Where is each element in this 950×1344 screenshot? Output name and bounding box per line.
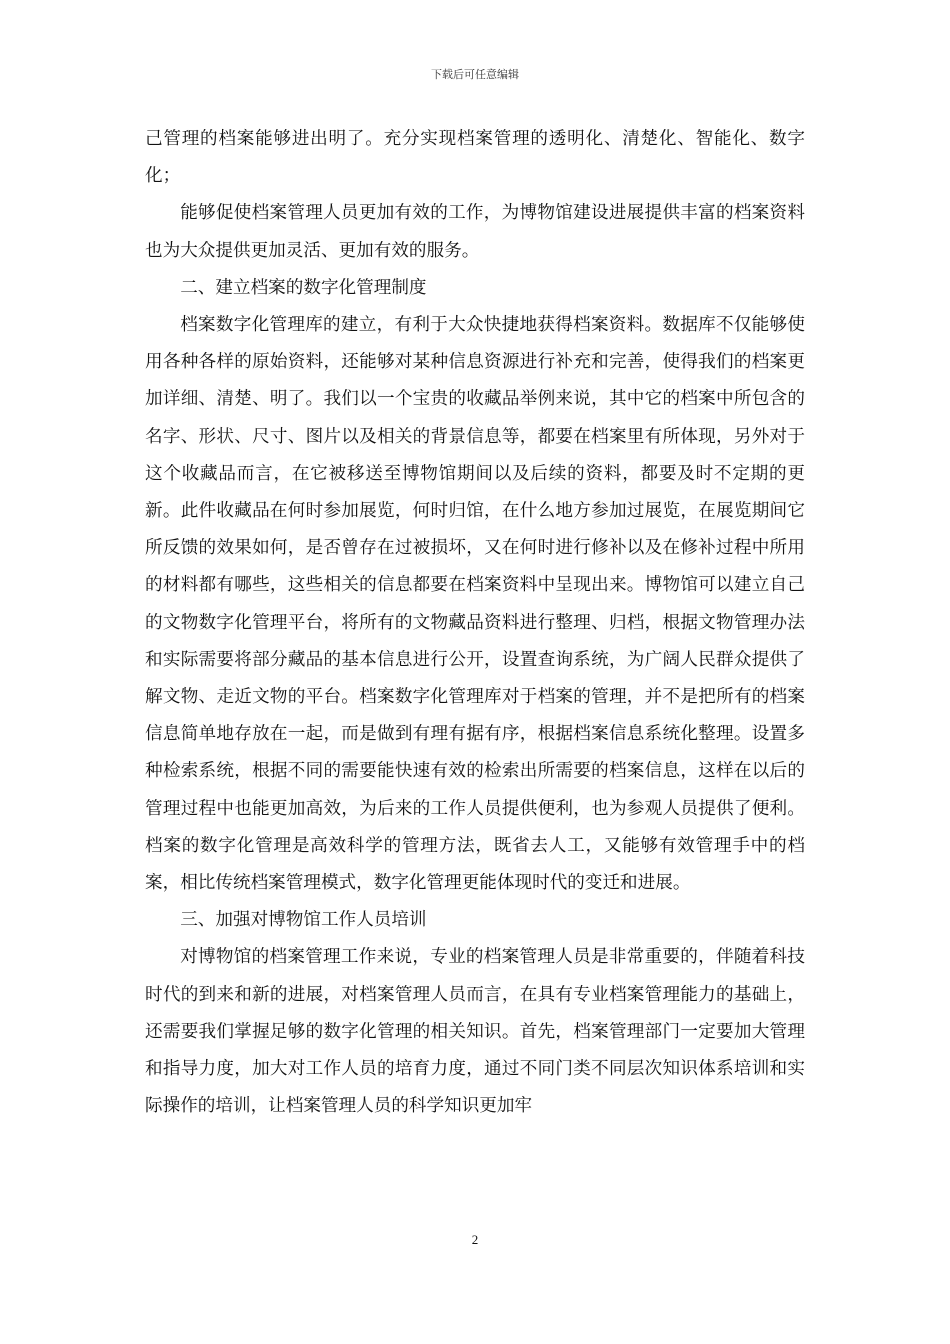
- paragraph: 对博物馆的档案管理工作来说，专业的档案管理人员是非常重要的，伴随着科技时代的到来和新的进展，对档案管理人员而言，在具有专业档案管理能力的基础上，还需要我们掌握足够的数字化管理的相关知识。首先，档案管理部门一定要加大管理和指导力度，加大对工作人员的培育力度，通过不同门类不同层次知识体系培训和实际操作的培训，让档案管理人员的科学知识更加牢: [145, 947, 805, 1117]
- paragraph: 能够促使档案管理人员更加有效的工作，为博物馆建设进展提供丰富的档案资料也为大众提供更加灵活、更加有效的服务。: [145, 203, 805, 261]
- paragraph: 档案数字化管理库的建立，有利于大众快捷地获得档案资料。数据库不仅能够使用各种各样的原始资料，还能够对某种信息资源进行补充和完善，使得我们的档案更加详细、清楚、明了。我们以一个宝贵的收藏品举例来说，其中它的档案中所包含的名字、形状、尺寸、图片以及相关的背景信息等，都要在档案里有所体现，另外对于这个收藏品而言，在它被移送至博物馆期间以及后续的资料，都要及时不定期的更新。此件收藏品在何时参加展览，何时归馆，在什么地方参加过展览，在展览期间它所反馈的效果如何，是否曾存在过被损坏，又在何时进行修补以及在修补过程中所用的材料都有哪些，这些相关的信息都要在档案资料中呈现出来。博物馆可以建立自己的文物数字化管理平台，将所有的文物藏品资料进行整理、归档，根据文物管理办法和实际需要将部分藏品的基本信息进行公开，设置查询系统，为广阔人民群众提供了解文物、走近文物的平台。档案数字化管理库对于档案的管理，并不是把所有的档案信息简单地存放在一起，而是做到有理有据有序，根据档案信息系统化整理。设置多种检索系统，根据不同的需要能快速有效的检索出所需要的档案信息，这样在以后的管理过程中也能更加高效，为后来的工作人员提供便利，也为参观人员提供了便利。档案的数字化管理是高效科学的管理方法，既省去人工，又能够有效管理手中的档案，相比传统档案管理模式，数字化管理更能体现时代的变迁和进展。: [145, 315, 805, 894]
- page-number: 2: [471, 1232, 479, 1247]
- section-heading-2: 二、建立档案的数字化管理制度: [180, 277, 427, 298]
- section-heading-3: 三、加强对博物馆工作人员培训: [180, 910, 427, 931]
- paragraph-continuation: 己管理的档案能够进出明了。充分实现档案管理的透明化、清楚化、智能化、数字化；: [145, 129, 805, 187]
- document-body: [145, 121, 805, 1125]
- page-header: 下载后可任意编辑: [431, 68, 519, 81]
